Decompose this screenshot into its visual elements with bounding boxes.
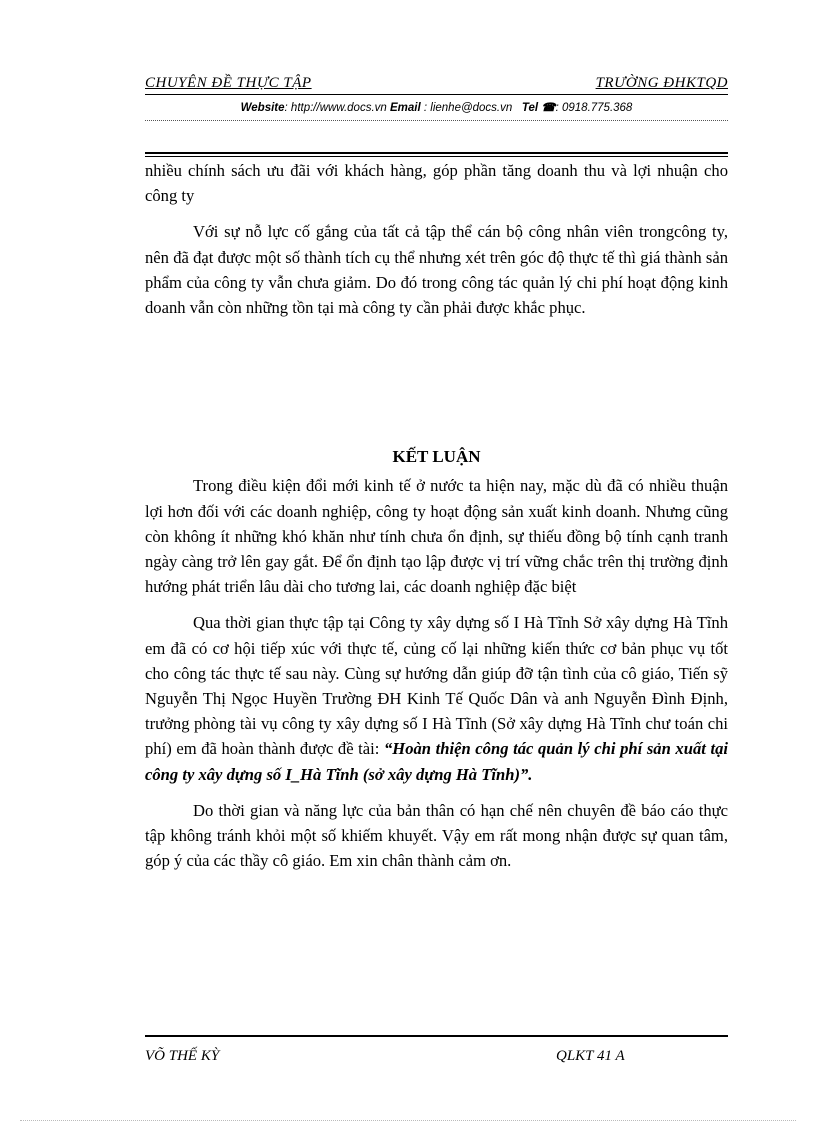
section-title: KẾT LUẬN: [392, 447, 481, 467]
paragraph-3: Trong điều kiện đổi mới kinh tế ở nước ta hiện nay, mặc dù đã có nhiều thuận lợi hơn đối với các doanh nghiệp, công ty hoạt động sản xuất kinh doanh. Nhưng cũng còn không ít những khó khăn như tính chưa ổn định, sự thiếu đồng bộ tính cạnh tranh ngày càng trở lên gay gắt. Để ổn định tạo lập được vị trí vững chắc trên thị trường định hướng phát triển lâu dài cho tương lai, các doanh nghiệp đặc biệt: [145, 476, 728, 597]
header-divider-thin: [145, 156, 728, 157]
header-divider-thick: [145, 152, 728, 154]
paragraph-2: Với sự nỗ lực cố gắng của tất cả tập thể cán bộ công nhân viên trongcông ty, nên đã đạt được một số thành tích cụ thể nhưng xét trên góc độ thực tế thì giá thành sản phẩm của công ty vẫn chưa giảm. Do đó trong công tác quản lý chi phí hoạt động kinh doanh vẫn còn những tồn tại mà công ty cần phải được khắc phục.: [145, 222, 728, 318]
website-label: Website: [240, 102, 285, 114]
paragraph-5: Do thời gian và năng lực của bản thân có hạn chế nên chuyên đề báo cáo thực tập không tránh khỏi một số khiếm khuyết. Vậy em rất mong nhận được sự quan tâm, góp ý của các thầy cô giáo. Em xin chân thành cảm ơn.: [145, 800, 728, 871]
tel-label: Tel ☎: [521, 102, 556, 114]
header-title-row: [145, 72, 728, 95]
email-value: : lienhe@docs.vn: [420, 102, 513, 114]
header-contact-line: [145, 100, 728, 121]
page-edge-dotted: [20, 1120, 796, 1121]
document-body: [145, 158, 728, 873]
footer-class: QLKT 41 A: [556, 1048, 625, 1064]
footer-author: VÕ THẾ KỲ: [145, 1048, 220, 1064]
header-right-title: TRƯỜNG ĐHKTQD: [595, 75, 728, 91]
website-value: : http://www.docs.vn: [284, 102, 387, 114]
tel-value: : 0918.775.368: [555, 102, 633, 114]
paragraph-1: nhiều chính sách ưu đãi với khách hàng, góp phần tăng doanh thu và lợi nhuận cho công ty: [145, 161, 728, 206]
footer-divider: [145, 1035, 728, 1037]
email-label: Email: [390, 102, 421, 114]
paragraph-4: [145, 610, 728, 786]
thesis-title: “Hoàn thiện công tác quản lý chi phí sản xuất tại công ty xây dựng số I_Hà Tĩnh (sở xây dựng Hà Tĩnh)”.: [145, 739, 728, 784]
paragraph-4-text: Qua thời gian thực tập tại Công ty xây dựng số I Hà Tĩnh Sở xây dựng Hà Tĩnh em đã có cơ hội tiếp xúc với thực tế, củng cố lại những kiến thức cơ bản phục vụ tốt cho công tác thực tế sau này. Cùng sự hướng dẫn giúp đỡ tận tình của cô giáo, Tiến sỹ Nguyễn Thị Ngọc Huyền Trường ĐH Kinh Tế Quốc Dân và anh Nguyễn Đình Định, trưởng phòng tài vụ công ty xây dựng số I Hà Tĩnh (Sở xây dựng Hà Tĩnh chư toán chi phí) em đã hoàn thành được đề tài:: [145, 613, 728, 759]
header-left-title: CHUYÊN ĐỀ THỰC TẬP: [145, 75, 312, 91]
